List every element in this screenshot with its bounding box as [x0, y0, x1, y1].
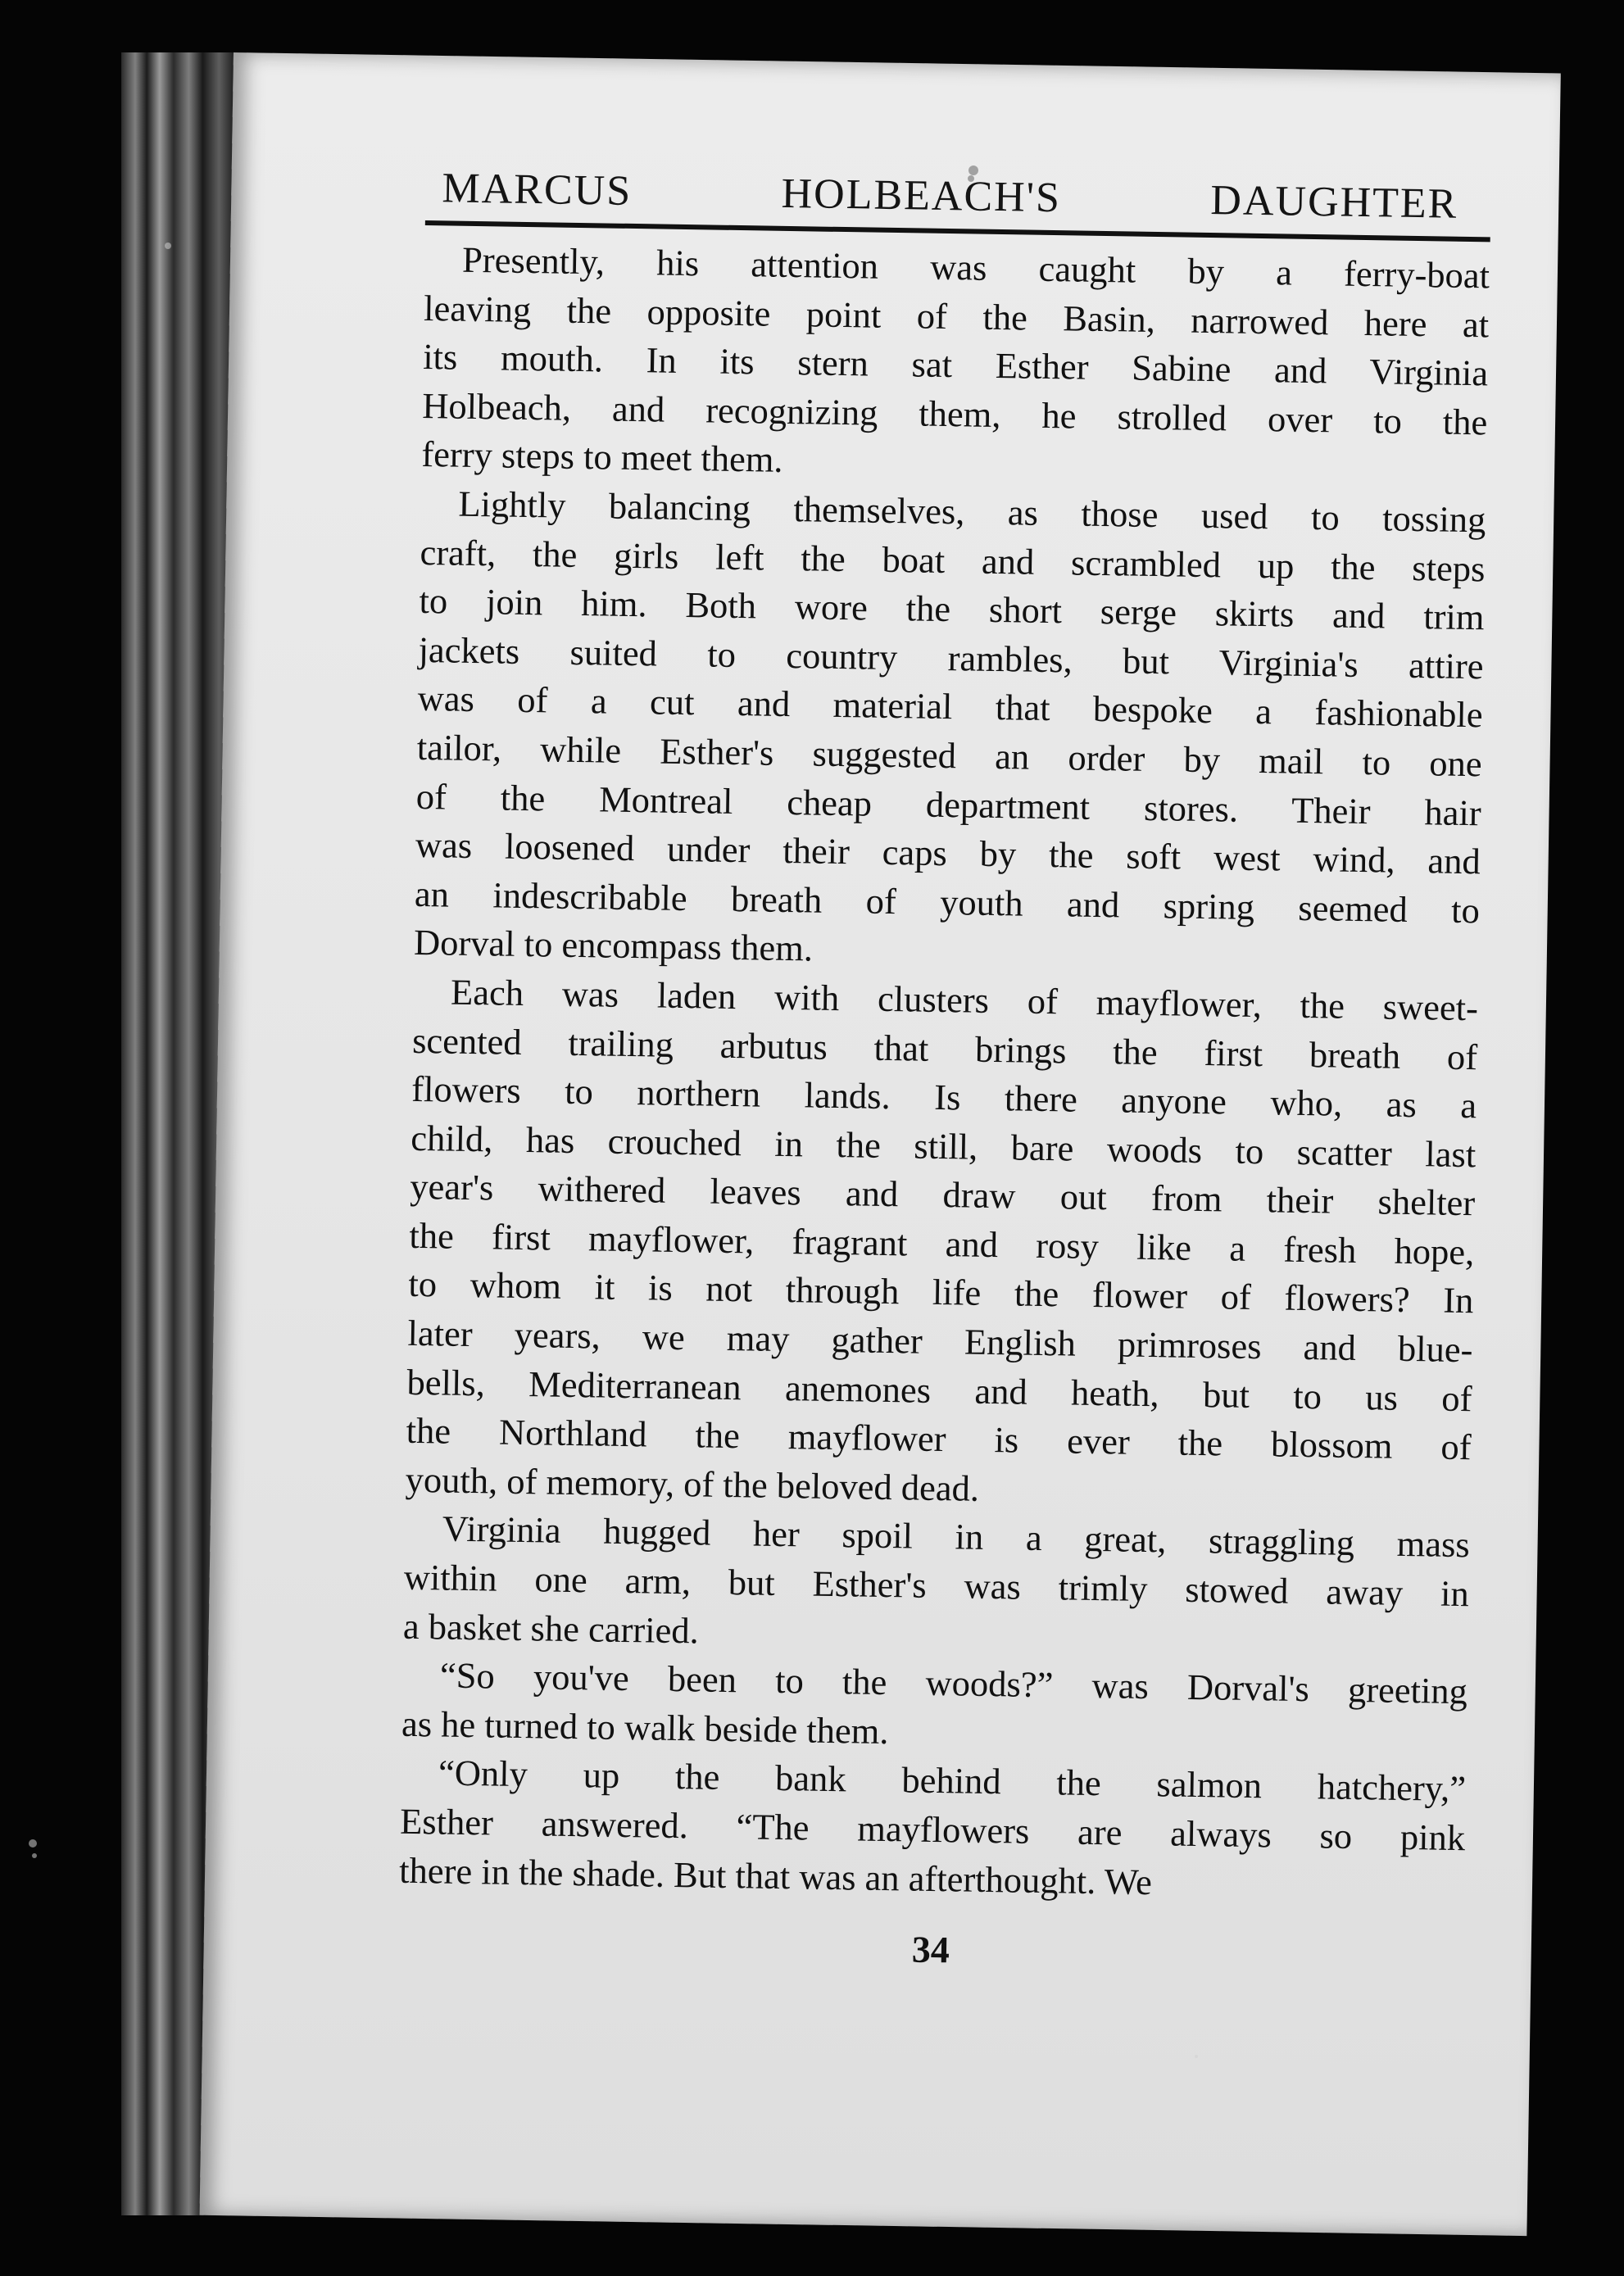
text-line: “So you've been to the woods?” was Dorval's greeting	[439, 1654, 1468, 1712]
text-line: bells, Mediterranean anemones and heath, but to us of	[406, 1361, 1472, 1419]
paragraph	[421, 235, 1490, 496]
text-line: leaving the opposite point of the Basin, narrowed here at	[423, 287, 1490, 345]
text-line: to whom it is not through life the flower of flowers? In	[408, 1263, 1474, 1322]
body-text	[399, 235, 1490, 1911]
paragraph	[401, 1651, 1468, 1766]
text-line: later years, we may gather English primroses and blue-	[407, 1312, 1473, 1371]
running-head-word: DAUGHTER	[1209, 177, 1458, 228]
text-line: Holbeach, and recognizing them, he strolled over to the	[421, 384, 1488, 443]
text-line: child, has crouched in the still, bare woods to scatter last	[410, 1117, 1477, 1175]
text-line: there in the shade. But that was an afterthought. We	[398, 1849, 1153, 1902]
text-line: its mouth. In its stern sat Esther Sabine and Virginia	[422, 336, 1489, 394]
text-line: within one arm, but Esther's was trimly stowed away in	[403, 1556, 1470, 1615]
paragraph	[405, 968, 1478, 1521]
text-line: ferry steps to meet them.	[421, 433, 783, 481]
text-line: Esther answered. “The mayflowers are always so pink	[399, 1800, 1466, 1859]
text-line: Virginia hugged her spoil in a great, straggling mass	[442, 1508, 1471, 1566]
text-line: Presently, his attention was caught by a ferry-boat	[461, 238, 1490, 297]
text-line: Each was laden with clusters of mayflower, the sweet-	[450, 971, 1479, 1029]
text-line: an indescribable breath of youth and spring seemed to	[414, 873, 1481, 932]
page-text-block	[398, 164, 1491, 1979]
text-line: was of a cut and material that bespoke a fashionable	[417, 678, 1483, 736]
text-line: Dorval to encompass them.	[413, 922, 814, 969]
text-line: to join him. Both wore the short serge skirts and trim	[419, 580, 1485, 638]
text-line: of the Montreal cheap department stores. Their hair	[415, 775, 1482, 833]
text-line: “Only up the bank behind the salmon hatchery,”	[438, 1752, 1467, 1810]
running-head-word: MARCUS	[442, 165, 633, 215]
text-line: the Northland the mayflower is ever the blossom of	[406, 1410, 1472, 1468]
text-line: tailor, while Esther's suggested an order by mail to one	[416, 726, 1483, 785]
page-number: 34	[911, 1928, 950, 1971]
text-line: was loosened under their caps by the soft west wind, and	[415, 824, 1481, 882]
text-line: the first mayflower, fragrant and rosy like a fresh hope,	[409, 1214, 1475, 1273]
text-line: Lightly balancing themselves, as those used to tossing	[458, 483, 1486, 541]
text-line: jackets suited to country rambles, but Virginia's attire	[418, 628, 1484, 687]
paragraph	[402, 1504, 1470, 1667]
text-line: scented trailing arbutus that brings the first breath of	[411, 1019, 1478, 1077]
text-line: youth, of memory, of the beloved dead.	[405, 1458, 980, 1509]
text-line: year's withered leaves and draw out from their shelter	[410, 1166, 1476, 1224]
text-line: flowers to northern lands. Is there anyone who, as a	[411, 1068, 1477, 1127]
text-line: craft, the girls left the boat and scrambled up the steps	[420, 531, 1486, 589]
text-line: as he turned to walk beside them.	[401, 1702, 889, 1752]
running-head-word: HOLBEACH'S	[781, 170, 1062, 222]
paragraph	[414, 479, 1486, 984]
paragraph	[399, 1748, 1467, 1911]
text-line: a basket she carried.	[402, 1605, 700, 1652]
